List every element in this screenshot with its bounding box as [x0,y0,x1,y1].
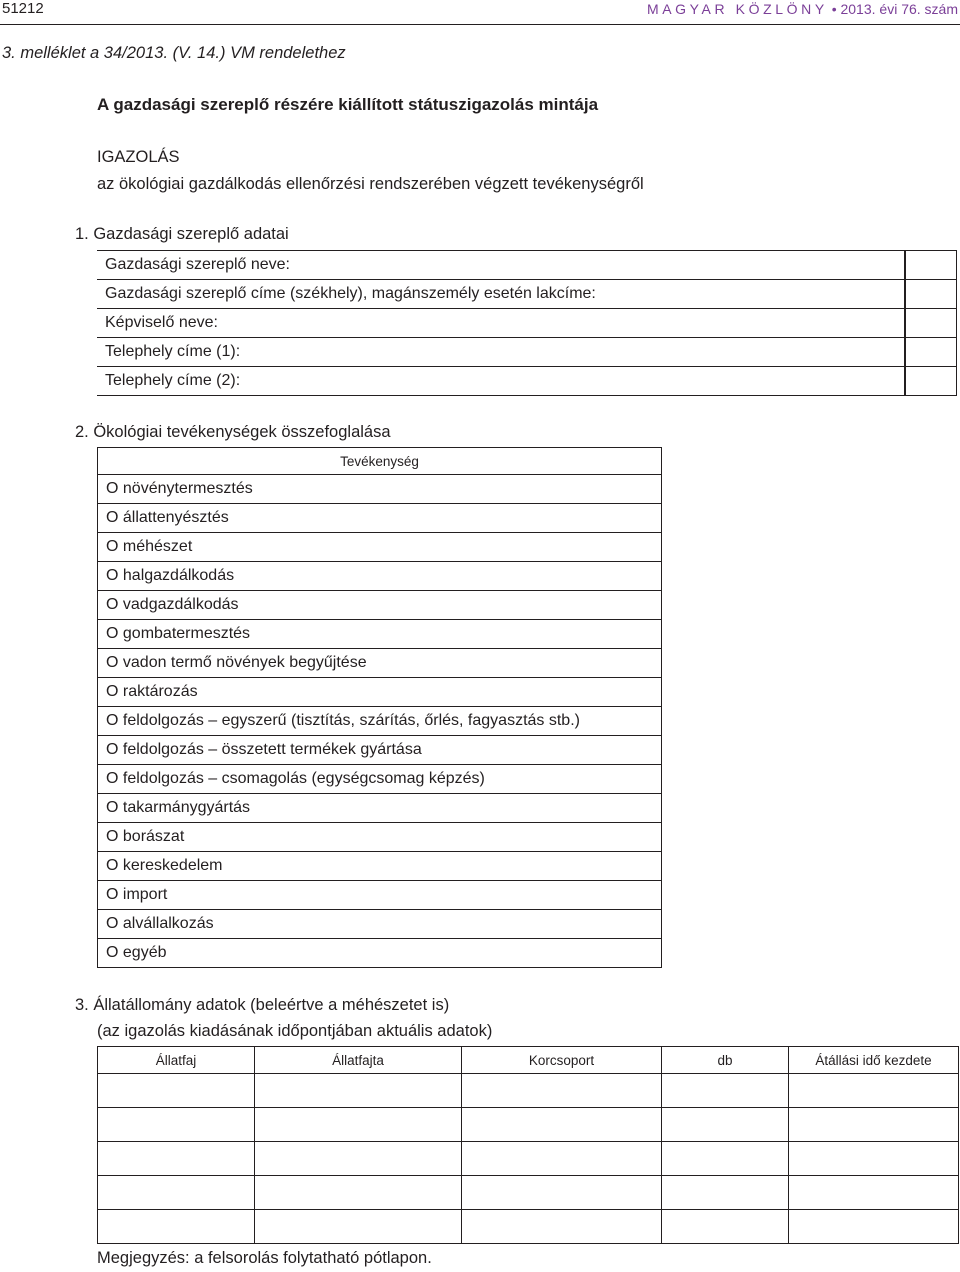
activity-option[interactable]: O vadgazdálkodás [98,591,662,620]
section3-title: 3. Állatállomány adatok (beleértve a méhészetet is) [75,996,450,1014]
section1-title: 1. Gazdasági szereplő adatai [75,225,289,243]
page-number: 51212 [2,0,44,17]
table-cell[interactable] [98,1142,255,1176]
table-cell[interactable] [662,1210,789,1244]
activity-option[interactable]: O feldolgozás – csomagolás (egységcsomag képzés) [98,765,662,794]
column-header-age-group: Korcsoport [462,1047,662,1074]
value-field[interactable] [905,280,957,309]
row-label: Gazdasági szereplő címe (székhely), magánszemély esetén lakcíme: [97,280,905,309]
table-row [98,1142,959,1176]
table-row [98,1176,959,1210]
journal-header [647,1,958,17]
row-label: Telephely címe (2): [97,367,905,396]
table-row [98,1074,959,1108]
row-label: Telephely címe (1): [97,338,905,367]
activity-option[interactable]: O borászat [98,823,662,852]
activity-option[interactable]: O feldolgozás – összetett termékek gyártása [98,736,662,765]
table-cell[interactable] [98,1176,255,1210]
table-cell[interactable] [255,1108,462,1142]
table-cell[interactable] [255,1176,462,1210]
column-header-species: Állatfaj [98,1047,255,1074]
column-header-breed: Állatfajta [255,1047,462,1074]
activity-column-header: Tevékenység [98,448,662,475]
table-cell[interactable] [662,1108,789,1142]
table-cell[interactable] [789,1176,959,1210]
table-row [97,309,957,338]
table-cell[interactable] [789,1142,959,1176]
table-cell[interactable] [662,1142,789,1176]
footnote: Megjegyzés: a felsorolás folytatható pótlapon. [97,1249,432,1267]
activity-option[interactable]: O alvállalkozás [98,910,662,939]
activity-option[interactable]: O növénytermesztés [98,475,662,504]
economic-operator-table [97,250,957,396]
table-cell[interactable] [789,1074,959,1108]
table-cell[interactable] [462,1176,662,1210]
activity-option[interactable]: O egyéb [98,939,662,968]
issue-number: 2013. évi 76. szám [840,1,958,17]
annex-title: 3. melléklet a 34/2013. (V. 14.) VM rendelethez [2,44,346,62]
table-cell[interactable] [98,1074,255,1108]
section3-subtitle: (az igazolás kiadásának időpontjában aktuális adatok) [97,1022,493,1040]
bullet: • [831,1,837,17]
value-field[interactable] [905,251,957,280]
table-row [97,367,957,396]
header-divider [0,24,960,25]
table-cell[interactable] [98,1108,255,1142]
table-cell[interactable] [255,1142,462,1176]
certificate-heading: IGAZOLÁS [97,148,180,166]
table-row [98,1108,959,1142]
table-cell[interactable] [255,1074,462,1108]
activity-option[interactable]: O állattenyésztés [98,504,662,533]
journal-name: MAGYAR KÖZLÖNY [646,1,828,17]
section2-title: 2. Ökológiai tevékenységek összefoglalása [75,423,391,441]
document-title: A gazdasági szereplő részére kiállított státuszigazolás mintája [97,95,599,114]
table-row [97,280,957,309]
table-cell[interactable] [462,1210,662,1244]
activity-option[interactable]: O kereskedelem [98,852,662,881]
activity-option[interactable]: O gombatermesztés [98,620,662,649]
table-cell[interactable] [462,1108,662,1142]
activity-option[interactable]: O méhészet [98,533,662,562]
table-cell[interactable] [662,1074,789,1108]
table-cell[interactable] [789,1108,959,1142]
activity-option[interactable]: O feldolgozás – egyszerű (tisztítás, szárítás, őrlés, fagyasztás stb.) [98,707,662,736]
table-cell[interactable] [255,1210,462,1244]
value-field[interactable] [905,309,957,338]
value-field[interactable] [905,338,957,367]
activity-option[interactable]: O halgazdálkodás [98,562,662,591]
activity-option[interactable]: O takarmánygyártás [98,794,662,823]
column-header-conversion-start: Átállási idő kezdete [789,1047,959,1074]
table-row [98,1210,959,1244]
column-header-count: db [662,1047,789,1074]
table-cell[interactable] [789,1210,959,1244]
table-row [97,338,957,367]
value-field[interactable] [905,367,957,396]
row-label: Gazdasági szereplő neve: [97,251,905,280]
table-row [97,251,957,280]
table-cell[interactable] [462,1074,662,1108]
activity-option[interactable]: O vadon termő növények begyűjtése [98,649,662,678]
activity-option[interactable]: O raktározás [98,678,662,707]
table-cell[interactable] [662,1176,789,1210]
activities-table [97,447,662,968]
certificate-subheading: az ökológiai gazdálkodás ellenőrzési rendszerében végzett tevékenységről [97,175,644,193]
activity-option[interactable]: O import [98,881,662,910]
table-cell[interactable] [98,1210,255,1244]
row-label: Képviselő neve: [97,309,905,338]
livestock-table [97,1046,959,1244]
table-cell[interactable] [462,1142,662,1176]
